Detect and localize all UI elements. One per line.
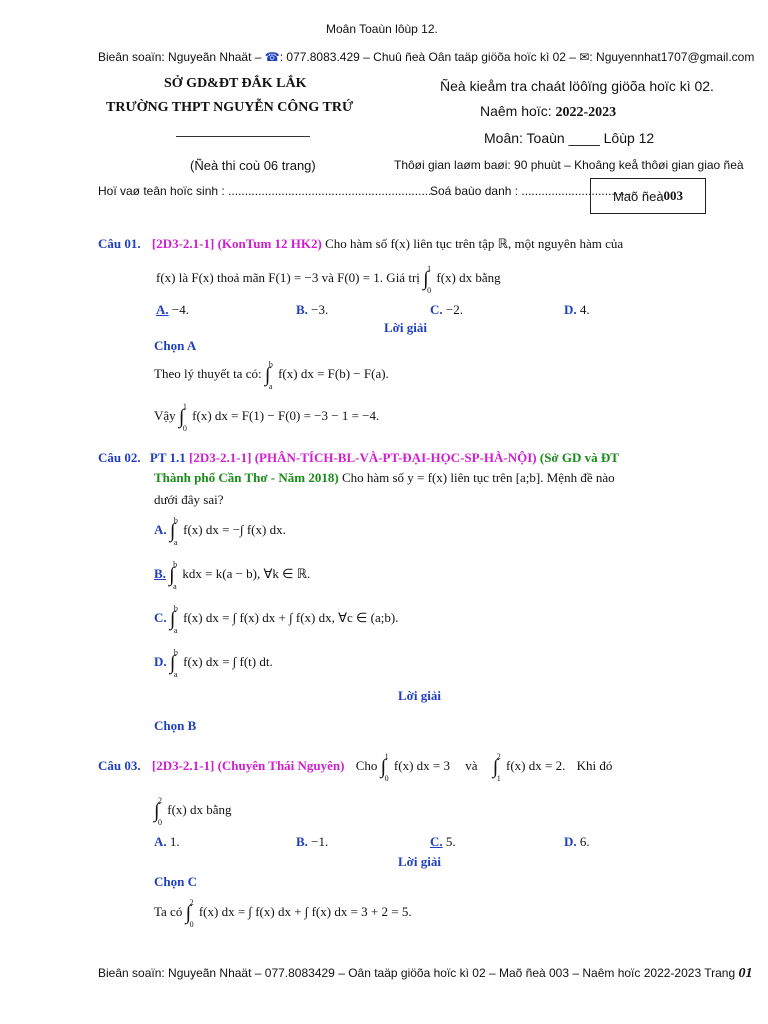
question-3-option-b[interactable]: B. −1.	[296, 834, 329, 849]
exam-year: Naêm hoïc: 2022-2023	[480, 103, 617, 120]
phone-number: : 077.8083.429 – Chuû ñeà Oân taäp giöõa hoïc kì 02 –	[279, 50, 580, 64]
compiler-name: Bieân soaïn: Nguyeãn Nhaät –	[98, 50, 265, 64]
integral-icon: ∫ 2 1	[492, 752, 501, 784]
page-number: 01	[738, 966, 753, 981]
question-2-line-1: Câu 02. PT 1.1 [2D3-2.1-1] (PHÂN-TÍCH-BL-VÀ-PT-ĐẠI-HỌC-SP-HÀ-NỘI) (Sở GD và ĐT	[98, 450, 619, 465]
question-3-tag: [2D3-2.1-1] (Chuyên Thái Nguyên)	[151, 758, 345, 773]
question-1-line-2: f(x) là F(x) thoả mãn F(1) = −3 và F(0) = 1. Giá trị ∫ 1 0 f(x) dx bằng	[156, 264, 501, 296]
exam-subject: Moân: Toaùn ____ Lôùp 12	[484, 130, 655, 146]
question-1-tag: [2D3-2.1-1] (KonTum 12 HK2)	[151, 236, 322, 251]
exam-code-box: Maõ ñeà 003	[590, 178, 706, 214]
question-2-label: Câu 02.	[98, 450, 141, 465]
integral-icon: ∫ 1 0	[380, 752, 389, 784]
email-address: : Nguyennhat1707@gmail.com	[589, 50, 755, 64]
question-1-solution-1: Theo lý thuyết ta có: ∫ b a f(x) dx = F(b) − F(a).	[154, 360, 389, 392]
question-1-choice: Chọn A	[154, 338, 197, 353]
student-name-field: Hoï vaø teân hoïc sinh : ..............................................................	[98, 184, 435, 198]
integral-icon: ∫ b a	[169, 560, 178, 592]
integral-icon: ∫ 1 0	[423, 264, 432, 296]
question-1-option-d[interactable]: D. 4.	[564, 302, 590, 317]
question-2-choice: Chọn B	[154, 718, 197, 733]
question-3-label: Câu 03.	[98, 758, 141, 773]
integral-icon: ∫ b a	[169, 604, 178, 636]
question-3-option-c[interactable]: C. 5.	[430, 834, 456, 849]
exam-time: Thôøi gian laøm baøi: 90 phuùt – Khoâng keå thôøi gian giao ñeà	[394, 158, 744, 172]
question-1-label: Câu 01.	[98, 236, 141, 251]
question-2-solution-label: Lời giải	[398, 688, 441, 703]
exam-title: Ñeà kieåm tra chaát löôïng giöõa hoïc kì 02.	[440, 78, 714, 94]
integral-icon: ∫ 2 0	[185, 898, 194, 930]
question-1-solution-label: Lời giải	[384, 320, 427, 335]
student-id-field: Soá baùo danh : ..................................	[430, 184, 635, 198]
page-header-contact	[98, 50, 754, 64]
question-1-line-1	[98, 236, 623, 252]
question-2-line-2: Thành phố Cần Thơ - Năm 2018) Cho hàm số y = f(x) liên tục trên [a;b]. Mệnh đề nào	[154, 470, 615, 485]
question-2-option-a[interactable]: A. ∫ b a f(x) dx = −∫ f(x) dx.	[154, 516, 286, 548]
question-2-option-b[interactable]: B. ∫ b a kdx = k(a − b), ∀k ∈ ℝ.	[154, 560, 311, 592]
school-department: SỞ GD&ĐT ĐẮK LẮK	[164, 76, 307, 91]
question-3-line-2: ∫ 2 0 f(x) dx bằng	[154, 796, 232, 828]
mail-icon: ✉	[579, 50, 590, 64]
question-1-option-b[interactable]: B. −3.	[296, 302, 329, 317]
question-1-solution-2: Vậy ∫ 1 0 f(x) dx = F(1) − F(0) = −3 − 1 = −4.	[154, 402, 380, 434]
integral-icon: ∫ b a	[264, 360, 273, 392]
question-2-line-3: dưới đây sai?	[154, 492, 224, 507]
question-2-tag: [2D3-2.1-1] (PHÂN-TÍCH-BL-VÀ-PT-ĐẠI-HỌC-SP-HÀ-NỘI)	[189, 450, 537, 465]
integral-icon: ∫ 2 0	[154, 796, 162, 828]
divider	[176, 136, 310, 137]
question-3-line-1: Câu 03. [2D3-2.1-1] (Chuyên Thái Nguyên) Cho ∫ 1 0 f(x) dx = 3 và ∫ 2 1 f(x) dx = 2. Khi đó	[98, 752, 613, 784]
question-2-option-d[interactable]: D. ∫ b a f(x) dx = ∫ f(t) dt.	[154, 648, 273, 680]
integral-icon: ∫ b a	[169, 648, 178, 680]
page-header-title: Moân Toaùn lôùp 12.	[326, 22, 438, 36]
pages-note: (Ñeà thi coù 06 trang)	[190, 158, 316, 173]
question-1-option-a[interactable]: A. −4.	[156, 302, 189, 317]
question-1-option-c[interactable]: C. −2.	[430, 302, 463, 317]
school-name: TRƯỜNG THPT NGUYỄN CÔNG TRỨ	[106, 100, 354, 115]
integral-icon: ∫ 1 0	[178, 402, 187, 434]
question-1-text: Cho hàm số f(x) liên tục trên tập ℝ, một nguyên hàm của	[325, 236, 624, 251]
question-3-option-d[interactable]: D. 6.	[564, 834, 590, 849]
question-3-option-a[interactable]: A. 1.	[154, 834, 180, 849]
question-3-choice: Chọn C	[154, 874, 197, 889]
integral-icon: ∫ b a	[169, 516, 178, 548]
question-3-solution: Ta có ∫ 2 0 f(x) dx = ∫ f(x) dx + ∫ f(x) dx = 3 + 2 = 5.	[154, 898, 412, 930]
page-footer: Bieân soaïn: Nguyeãn Nhaät – 077.8083429 – Oân taäp giöõa hoïc kì 02 – Maõ ñeà 003 – Naêm hoïc 2022-2023 Trang 01	[98, 966, 753, 981]
question-3-solution-label: Lời giải	[398, 854, 441, 869]
phone-icon: ☎	[264, 50, 280, 64]
question-2-option-c[interactable]: C. ∫ b a f(x) dx = ∫ f(x) dx + ∫ f(x) dx, ∀c ∈ (a;b).	[154, 604, 399, 636]
